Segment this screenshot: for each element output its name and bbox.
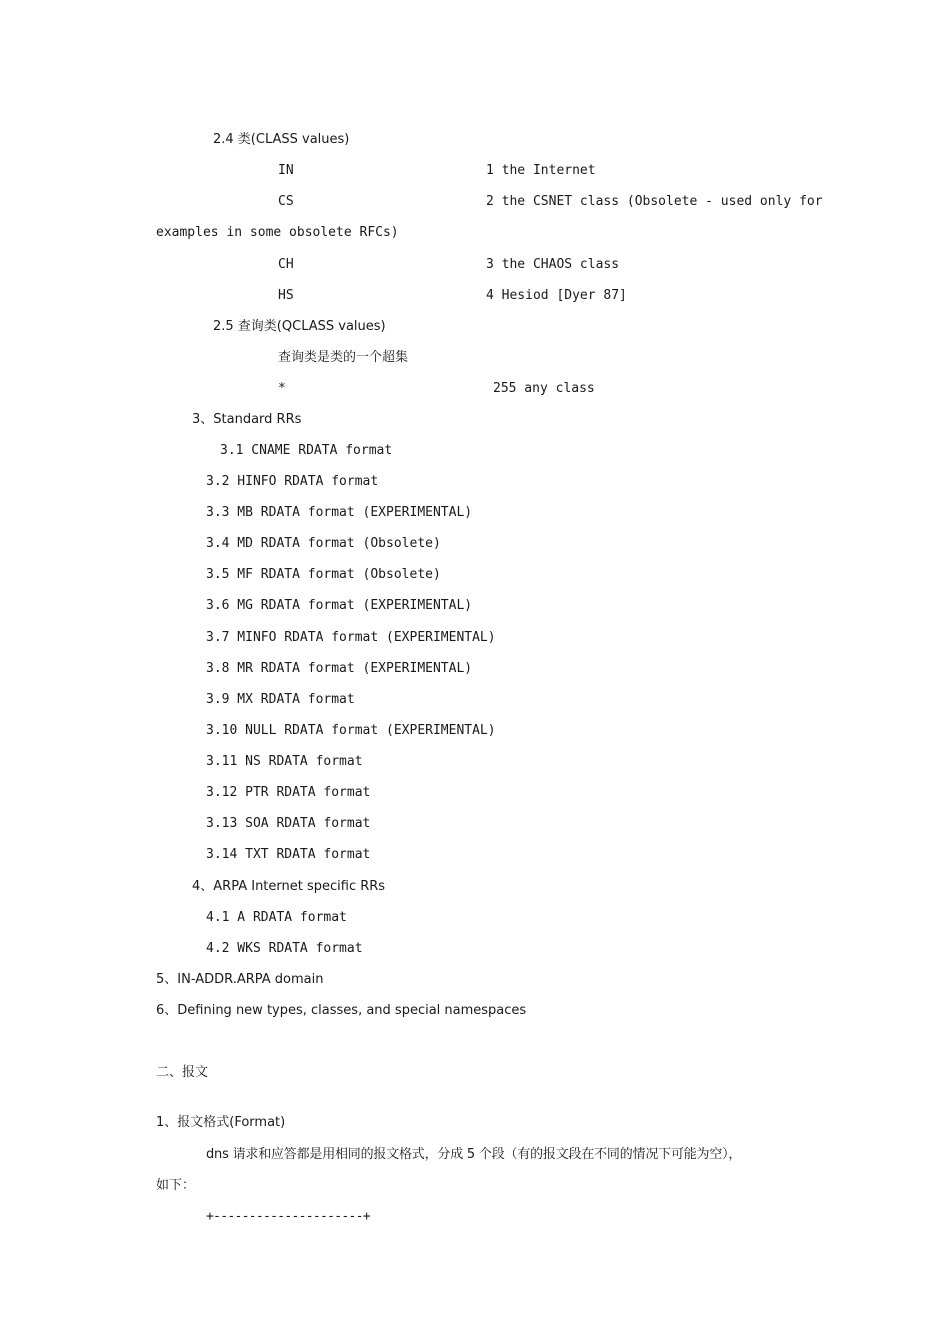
- section-2-5-title: 2.5 查询类(QCLASS values): [213, 319, 386, 334]
- sec4-item: 4.1 A RDATA format: [206, 910, 347, 925]
- qclass-code-any: *: [278, 381, 286, 396]
- class-code-hs: HS: [278, 288, 294, 303]
- sec3-item: 3.2 HINFO RDATA format: [206, 474, 379, 489]
- sec3-item: 3.11 NS RDATA format: [206, 754, 363, 769]
- class-desc-cs: 2 the CSNET class (Obsolete - used only for: [486, 194, 823, 209]
- qclass-desc-any: 255 any class: [493, 381, 595, 396]
- sec3-item: 3.14 TXT RDATA format: [206, 847, 371, 862]
- class-desc-in: 1 the Internet: [486, 163, 596, 178]
- class-desc-cs-cont: examples in some obsolete RFCs): [156, 225, 399, 240]
- class-desc-ch: 3 the CHAOS class: [486, 257, 620, 272]
- section-2-4-title: 2.4 类(CLASS values): [213, 132, 350, 147]
- qclass-description: 查询类是类的一个超集: [278, 350, 409, 365]
- sec3-item: 3.6 MG RDATA format (EXPERIMENTAL): [206, 598, 473, 613]
- class-code-cs: CS: [278, 194, 294, 209]
- sec3-item: 3.10 NULL RDATA format (EXPERIMENTAL): [206, 723, 496, 738]
- format-subheading: 1、报文格式(Format): [156, 1115, 286, 1130]
- class-code-in: IN: [278, 163, 294, 178]
- section-6-title: 6、Defining new types, classes, and special namespaces: [156, 1003, 527, 1018]
- format-paragraph-line2: 如下：: [156, 1178, 196, 1193]
- message-diagram-top-border: +---------------------+: [206, 1209, 370, 1224]
- section-4-title: 4、ARPA Internet specific RRs: [192, 879, 386, 894]
- sec3-item: 3.12 PTR RDATA format: [206, 785, 371, 800]
- class-desc-hs: 4 Hesiod [Dyer 87]: [486, 288, 627, 303]
- sec3-item: 3.8 MR RDATA format (EXPERIMENTAL): [206, 661, 473, 676]
- section-3-title: 3、Standard RRs: [192, 412, 302, 427]
- sec4-item: 4.2 WKS RDATA format: [206, 941, 363, 956]
- sec3-item: 3.4 MD RDATA format (Obsolete): [206, 536, 441, 551]
- format-paragraph-line1: dns 请求和应答都是用相同的报文格式，分成 5 个段（有的报文段在不同的情况下可能为空），: [206, 1147, 742, 1162]
- sec3-item: 3.5 MF RDATA format (Obsolete): [206, 567, 441, 582]
- sec3-item: 3.9 MX RDATA format: [206, 692, 355, 707]
- section-5-title: 5、IN-ADDR.ARPA domain: [156, 972, 324, 987]
- class-code-ch: CH: [278, 257, 294, 272]
- sec3-item: 3.1 CNAME RDATA format: [220, 443, 393, 458]
- sec3-item: 3.3 MB RDATA format (EXPERIMENTAL): [206, 505, 473, 520]
- sec3-item: 3.13 SOA RDATA format: [206, 816, 371, 831]
- part-2-heading: 二、报文: [156, 1065, 209, 1080]
- sec3-item: 3.7 MINFO RDATA format (EXPERIMENTAL): [206, 630, 496, 645]
